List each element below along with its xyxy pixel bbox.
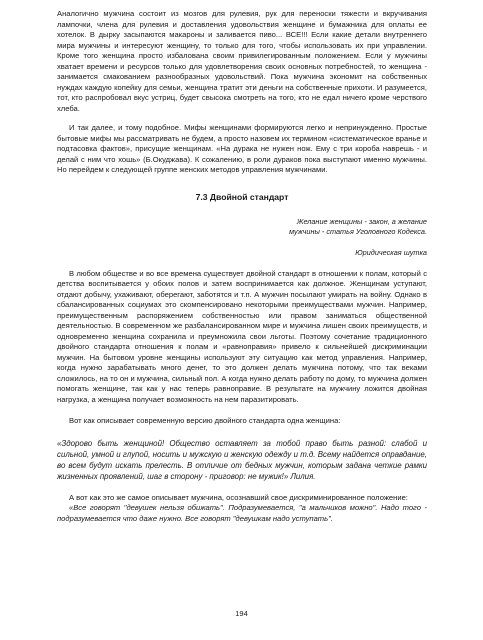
body-paragraph: А вот как это же самое описывает мужчина, осознавший свое дискриминированное положение:: [69, 492, 408, 502]
epigraph-line: Желание женщины - закон, а желание: [296, 216, 427, 226]
block-quote: «Здорово быть женщиной! Общество оставляет за тобой право быть разной: слабой и сильной, умной и глупой, носить и мужскую и женскую одежду и т.д. Всему найдется оправдание, во всем будут искать прелесть. В отличие от бедных мужчин, которым задана четкие рамки жизненных проявлений, шаг в сторону - приговор: не мужик!» Лилия.: [57, 438, 427, 481]
body-paragraph: В любом обществе и во все времена существует двойной стандарт в отношении к полам, который с детства воспитывается у обоих полов и затем воспринимается как должное. Женщинам уступают, отдают добычу, ухаживают, оберегают, заботятся и т.п. А мужчин посылают умирать на войну. Однако в сбалансированных социумах это скомпенсировано некоторыми преимуществами мужчин. Например, преимущественным распоряжением собственностью или правом заниматься общественной деятельностью. В современном же разбалансированном мире и мужчина лишен своих преимуществ, и одновременно женщина сохранила и преумножила свои льготы. Поэтому сочетание традиционного двойного стандарта отношения к полам и «равноправия» привело к сильнейшей дискриминации мужчин. На бытовом уровне женщины используют эту ситуацию как метод управления. Например, когда нужно зарабатывать много денег, то это должен делать мужчина потому, что так веками сложилось, на то он и мужчина, сильный пол. А когда нужно делать работу по дому, то мужчина должен помогать женщине, так как у нас теперь равноправие. В результате на мужчину ложится двойная нагрузка, а женщина получает возможность на нем паразитировать.: [57, 268, 427, 404]
epigraph-source: Юридическая шутка: [355, 247, 427, 257]
body-paragraph: Вот как описывает современную версию двойного стандарта одна женщина:: [69, 416, 341, 425]
body-paragraph: И так далее, и тому подобное. Мифы женщинами формируются легко и непринужденно. Простые бытовые мифы мы рассматривать не будем, а просто назовем их термином «систематическое вранье и подтасовка фактов», присущие женщинам. «На дурака не нужен нож. Ему с три короба наврешь - и делай с ним что хошь» (Б.Окуджава). К сожалению, в роли дураков пока выступают именно мужчины. Но перейдем к следующей группе женских методов управления мужчинами.: [57, 123, 427, 174]
body-paragraph: Аналогично мужчина состоит из мозгов для рулевия, рук для переноски тяжести и вкручивания лампочки, члена для рулевия и доставления удовольствия женщине и бумажника для оплаты ее хотелок. В дырку засыпаются макароны и заливается пиво... ВСЕ!!! Если какие детали внутреннего мира мужчины и интересуют женщину, то только для того, чтобы использовать их при управлении. Кроме того женщина просто избалована своим привилегированным положением. Если у мужчины хватает времени и ресурсов только для удовлетворения своих основных потребностей, то женщина - занимается смакованием разнообразных удовольствий. Пока мужчина экономит на собственных нуждах каждую копейку для семьи, женщина тратит эти деньги на собственные прихоти. И разумеется, тот, кто распробовал вкус устриц, будет свысока смотреть на того, кто не едал ничего кроме черствого хлеба.: [57, 9, 427, 113]
page-number: 194: [235, 609, 248, 618]
epigraph-line: мужчины - статья Уголовного Кодекса.: [289, 227, 427, 236]
section-heading: 7.3 Двойной стандарт: [195, 191, 289, 202]
epigraph: [57, 217, 427, 238]
block-quote: «Все говорят "девушек нельзя обижать". Подразумевается, "а мальчиков можно". Надо того - подразумевается что даже нужно. Все говорят "девушкам надо уступать".: [57, 503, 427, 523]
